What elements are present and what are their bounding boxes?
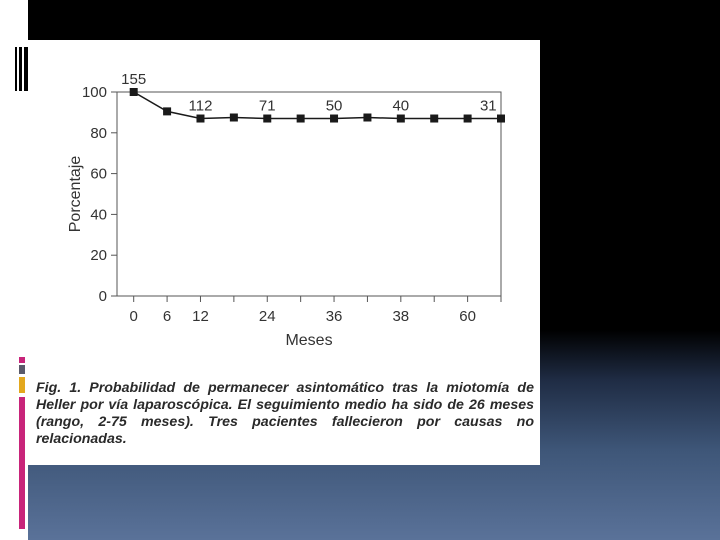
n-at-risk-label: 31 xyxy=(479,97,497,115)
x-axis-label: Meses xyxy=(285,332,333,349)
survival-chart xyxy=(28,40,540,380)
accent-bar-gold xyxy=(19,377,25,393)
x-tick-label: 0 xyxy=(129,308,138,325)
data-point xyxy=(130,88,138,96)
data-point xyxy=(163,107,171,115)
y-tick-label: 100 xyxy=(81,84,107,101)
y-tick-label: 80 xyxy=(90,124,107,142)
data-point xyxy=(230,114,238,122)
data-point xyxy=(363,114,371,122)
plot-frame xyxy=(117,92,501,296)
x-tick-label: 12 xyxy=(192,308,209,325)
data-point xyxy=(196,115,204,123)
x-tick-label: 36 xyxy=(325,308,343,325)
accent-bar-gray xyxy=(19,365,25,374)
n-at-risk-label: 40 xyxy=(392,97,410,115)
data-point xyxy=(430,115,438,123)
n-at-risk-label: 50 xyxy=(325,97,343,115)
n-at-risk-label: 71 xyxy=(258,97,276,115)
slide-decoration-bars xyxy=(15,47,29,91)
n-at-risk-label: 112 xyxy=(188,97,213,115)
data-point xyxy=(497,115,505,123)
figure-caption: Fig. 1. Probabilidad de permanecer asintomático tras la miotomía de Heller por vía laparoscópica. El seguimiento medio ha sido de 26 meses (rango, 2-75 meses). Tres pacientes fallecieron por causas no relacionadas. xyxy=(36,380,534,447)
data-point xyxy=(263,115,271,123)
data-point xyxy=(397,115,405,123)
n-at-risk-label: 155 xyxy=(121,71,147,88)
accent-bar-magenta-top xyxy=(19,357,25,363)
data-point xyxy=(330,115,338,123)
x-tick-label: 24 xyxy=(258,308,276,325)
y-tick-label: 0 xyxy=(98,288,107,305)
data-point xyxy=(297,115,305,123)
accent-bar-magenta xyxy=(19,397,25,529)
y-tick-label: 20 xyxy=(90,247,107,265)
x-tick-label: 6 xyxy=(162,308,172,325)
y-tick-label: 40 xyxy=(90,206,107,224)
x-tick-label: 38 xyxy=(392,308,410,325)
y-axis-label: Porcentaje xyxy=(67,155,84,233)
data-point xyxy=(464,115,472,123)
y-tick-label: 60 xyxy=(90,165,107,183)
x-tick-label: 60 xyxy=(459,308,476,325)
